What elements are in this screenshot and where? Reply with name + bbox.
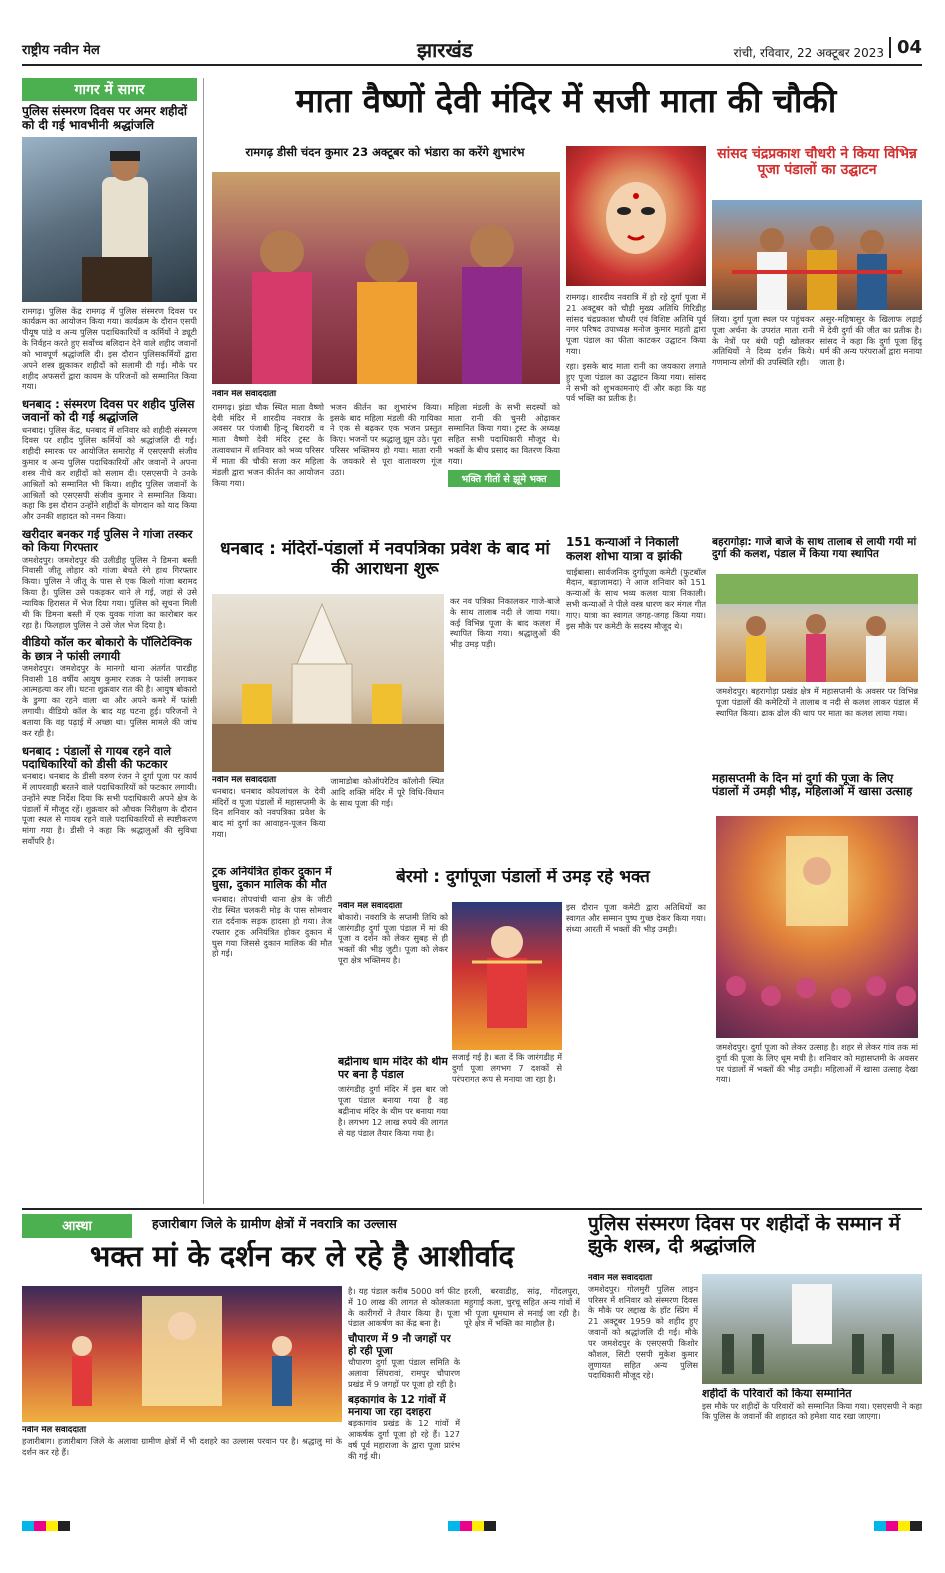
article-text: बोकारो। नवरात्रि के सप्तमी तिथि को जारंगडीह दुर्गा पूजा पंडाल में मां की पूजा व दर्शन को लेकर सुबह से ही भक्तों की भीड़ जुटी। पूजा को लेकर पूरा क्षेत्र भक्तिमय है। xyxy=(338,911,448,966)
article-text: बड़कागांव प्रखंड के 12 गांवों में आकर्षक दुर्गा पूजा हो रहे हैं। 127 वर्ष पूर्व महाराजा के द्वारा पूजा प्रारंभ की गई थी। xyxy=(348,1418,460,1461)
photo-caption: सजाई गई है। बता दें कि जारंगडीह में दुर्गा पूजा लगभग 7 दशकों से परंपरागत रूप से मनाया जा रहा है। xyxy=(452,1052,562,1084)
dhanbad-body-2 xyxy=(450,596,560,864)
pandal-crowd-icon xyxy=(716,816,918,1038)
lead-subhead: रामगढ़ डीसी चंदन कुमार 23 अक्टूबर को भंडारा का करेंगे शुभारंभ xyxy=(245,145,525,159)
article-text: जामाडोबा कोऑपरेटिव कॉलोनी स्थित आदि शक्ति मंदिर में पूरे विधि-विधान के साथ पूजा की गई। xyxy=(330,776,444,808)
article-text: चौपारण दुर्गा पूजा पंडाल समिति के अलावा सिंघरावां, रामपुर चौपारण प्रखंड में 9 जगहों पर पूजा हो रही है। xyxy=(348,1357,460,1390)
article-text: असुर-महिषासुर के खिलाफ लड़ाई में देवी दुर्गा की जीत का प्रतीक है। सांसद ने कहा कि दुर्गा पूजा हिंदू धर्म की अन्य परंपराओं द्वारा मनाया जाता है। xyxy=(819,314,922,368)
police-salute-photo xyxy=(702,1274,922,1384)
temple-photo xyxy=(212,594,444,772)
hazaribagh-photo xyxy=(22,1286,342,1422)
mp-headline-box xyxy=(712,146,922,196)
headline: महासप्तमी के दिन मां दुर्गा की पूजा के लिए पंडालों में उमड़ी भीड़, महिलाओं में खासा उत्साह xyxy=(712,772,913,799)
headline: ट्रक अनियंत्रित होकर दुकान में घुसा, दुकान मालिक की मौत xyxy=(212,866,332,891)
mp-headline: सांसद चंद्रप्रकाश चौधरी ने किया विभिन्न पूजा पंडालों का उद्घाटन xyxy=(717,146,917,179)
article-text: रामगढ़। पुलिस केंद्र रामगढ़ में पुलिस संस्मरण दिवस पर कार्यक्रम का आयोजन किया गया। कार्यक्रम के दौरान एसपी पीयूष पांडे व अन्य पुलिस पदाधिकारियों व कर्मियों ने ड्यूटी के निर्वहन करते हुए सर्वोच्च बलिदान देने वाले शहीद जवानों को भावपूर्ण श्रद्धांजलि दी। इस दौरान पुलिसकर्मियों द्वारा अपने शस्त्र झुकाकर शहीदों को सलामी दी गई। मौके पर शहीद अफसरों द्वारा कायम के परिजनों को सम्मानित किया गया। xyxy=(22,305,197,392)
lead-headline-box xyxy=(210,82,922,130)
dhanbad-headline: धनबाद : मंदिरों-पंडालों में नवपत्रिका प्रवेश के बाद मां की आराधना शुरू xyxy=(220,540,550,579)
article-text: जमशेदपुर। बहरागोड़ा प्रखंड क्षेत्र में महासप्तमी के अवसर पर विभिन्न पूजा पंडालों की कमेटियों ने तालाब व नदी से कलश लाकर पंडाल में स्थापित किया। ढाक ढोल की थाप पर माता का कलश लाया गया। xyxy=(716,686,918,718)
section-divider xyxy=(22,1208,922,1210)
masthead xyxy=(22,34,922,66)
article-text: इस मौके पर शहीदों के परिवारों को सम्मानित किया गया। एसएसपी ने कहा कि पुलिस के जवानों की शहादत को हमेशा याद रखा जाएगा। xyxy=(702,1400,922,1422)
baharagora-headline-box xyxy=(712,536,922,572)
section-band: आस्था xyxy=(22,1214,132,1238)
headline: शहीदों के परिवारों को किया सम्मानित xyxy=(702,1388,852,1400)
photo xyxy=(22,137,197,302)
tagline: हजारीबाग जिले के ग्रामीण क्षेत्रों में नवरात्रि का उल्लास xyxy=(152,1216,397,1231)
lead-headline: माता वैष्णों देवी मंदिर में सजी माता की चौकी xyxy=(295,82,837,120)
article-text: धनबाद। धनबाद कोयलांचल के देवी मंदिरों व पूजा पंडालों में महासप्तमी के दिन शनिवार को नवपत्रिका प्रवेश के बाद मां दुर्गा का आवाहन-पूजन किया गया। xyxy=(212,785,326,840)
article-text: जारंगडीह दुर्गा मंदिर में इस बार जो पूजा पंडाल बनाया गया है वह बद्रीनाथ मंदिर के थीम पर बनाया गया है। लगभग 12 लाख रुपये की लागत से यह पंडाल तैयार किया गया है। xyxy=(338,1084,448,1138)
color-blocks-left xyxy=(22,1516,70,1526)
headline: खरीदार बनकर गई पुलिस ने गांजा तस्कर को किया गिरफ्तार xyxy=(22,527,193,555)
article-text: लिया। दुर्गा पूजा स्थल पर पहुंचकर पूजा अर्चना के उपरांत माता रानी के नेत्रों पर बंधी पट्टी खोलकर अतिथियों ने दिव्य दर्शन किये। गणमान्य लोगों की उपस्थिति रही। xyxy=(712,314,815,368)
article-text: भजन कीर्तन का शुभारंभ किया। इसके बाद महिला मंडली की गायिका ने एक से बढ़कर एक भजन प्रस्तुत किए। भजनों पर श्रद्धालु झूम उठे। पूरा परिसर भक्तिमय हो गया। माता रानी के जयकारे से पूरा वातावरण गूंज उठा। xyxy=(330,401,442,477)
article-text: धनबाद। पुलिस केंद्र, धनबाद में शनिवार को शहीदी संस्मरण दिवस पर शहीद पुलिस कर्मियों को श्रद्धांजलि दी गई। शहीदी स्मारक पर आयोजित समारोह में एसएसपी संजीव कुमार व अन्य पुलिस पदाधिकारियों और जवानों ने अपना शस्त्र नीचे कर शहीदों को सलाम दी। एसएसपी ने उनके आश्रितों को सम्मानित भी किया। शहीद पुलिस जवानों के आश्रितों को एसएसपी संजीव कुमार ने सम्मानित किया। कहा कि इस दौरान उन्होंने शहीदों के योगदान को याद किया और उनकी शहादत को नमन किया। xyxy=(22,424,197,522)
article-text: हरली, बरवाडीह, सांढ़, गोंदलपुरा, महुगाई कला, चुरचू सहित अन्य गांवों में भी पूजा धूमधाम से मनाई जा रही है। पूरे क्षेत्र में भक्ति का माहौल है। xyxy=(464,1286,580,1329)
dhanbad-body-1 xyxy=(212,776,444,864)
article-text: चाईबासा। सार्वजनिक दुर्गापूजा कमेटी (फुटबॉल मैदान, बड़ाजामदा) ने आज शनिवार को 151 कन्याओं के साथ भव्य कलश यात्रा निकाली। सभी कन्याओं ने पीले वस्त्र धारण कर मंगल गीत गाए। यात्रा का स्वागत जगह-जगह किया गया। इस मौके पर कमेटी के सदस्य मौजूद थे। xyxy=(566,566,706,631)
section-title: झारखंड xyxy=(417,38,473,62)
lead-photo xyxy=(212,172,560,384)
police-body xyxy=(588,1274,698,1506)
headline: बहरागोड़ा: गाजे बाजे के साथ तालाब से लायी गयी मां दुर्गा की कलश, पंडाल में किया गया स्थापित xyxy=(712,536,917,561)
article-text: है। यह पंडाल करीब 5000 वर्ग फीट में 10 लाख की लागत से कोलकाता के कारीगरों ने तैयार किया है। पूजा पंडाल आकर्षण का केंद्र बना है। xyxy=(348,1286,460,1329)
kalash-article xyxy=(566,536,706,864)
section-band: गागर में सागर xyxy=(22,78,197,101)
article-text: कर नव पत्रिका निकालकर गाजे-बाजे के साथ तालाब नदी ले जाया गया। कई विभिन्न पूजा के बाद कलश में स्थापित किया गया। श्रद्धालुओं की भीड़ उमड़ पड़ी। xyxy=(450,596,560,650)
color-blocks-right xyxy=(874,1516,922,1526)
article-text: जमशेदपुर। दुर्गा पूजा को लेकर उत्साह है। शहर से लेकर गांव तक मां दुर्गा की पूजा के लिए धूम मची है। शनिवार को महासप्तमी के अवसर पर पंडालों में भक्तों की भीड़ उमड़ी। महिलाओं में खासा उत्साह देखा गया। xyxy=(716,1042,918,1085)
pull-quote: भक्ति गीतों से झूमे भक्त xyxy=(448,470,560,487)
temple-procession-photo xyxy=(212,594,444,772)
headline: बद्रीनाथ धाम मंदिर की थीम पर बना है पंडाल xyxy=(338,1056,448,1081)
lead-subhead-box xyxy=(210,138,560,170)
article-text: रामगढ़। झंडा चौक स्थित माता वैष्णो देवी मंदिर में शारदीय नवरात्र के अवसर पर पंजाबी हिन्दू बिरादरी व माता वैष्णो देवी मंदिर ट्रस्ट के तत्वावधान में शनिवार को भव्य परिसर में माता की चौकी सजा कर महिला मंडली द्वारा भजन कीर्तन का आयोजन किया गया। xyxy=(212,401,324,488)
kalash-procession-photo xyxy=(716,574,918,682)
page-number: 04 xyxy=(889,37,922,58)
issue-date: रांची, रविवार, 22 अक्टूबर 2023 xyxy=(733,46,884,60)
hazaribagh-headline: भक्त मां के दर्शन कर ले रहे है आशीर्वाद xyxy=(90,1240,514,1273)
byline: नवीन मेल संवाददाता xyxy=(588,1274,653,1283)
column-rule xyxy=(203,78,204,1204)
hazaribagh-tag-row xyxy=(22,1214,582,1238)
truck-article xyxy=(212,866,332,1204)
left-column xyxy=(22,78,197,1204)
hazaribagh-body-1 xyxy=(22,1426,342,1506)
durga-pandal-photo xyxy=(22,1286,342,1422)
article-text: महिला मंडली के सभी सदस्यों को माता रानी की चुनरी ओढ़ाकर सम्मानित किया गया। ट्रस्ट के अध्यक्ष सहित सभी पदाधिकारी मौजूद थे। भक्तों के बीच प्रसाद का वितरण किया गया। xyxy=(448,401,560,466)
article-text: हजारीबाग। हजारीबाग जिले के अलावा ग्रामीण क्षेत्रों में भी दशहरे का उल्लास परवान पर है। श्रद्धालु मां के दर्शन कर रहे हैं। xyxy=(22,1435,342,1457)
dhanbad-headline-box xyxy=(210,540,560,592)
color-strip xyxy=(22,1516,922,1526)
bermo-headline-box xyxy=(338,868,708,898)
bermo-body-3 xyxy=(566,902,706,1204)
article-text: जमशेदपुर। जमशेदपुर के मानगो थाना अंतर्गत पारडीह निवासी 18 वर्षीय आयुष कुमार रजक ने फांसी लगाकर आत्महत्या कर ली। घटना शुक्रवार रात की है। आयुष बोकारो के डुग्गा का रहने वाला था और अपने कमरे में फांसी लगायी। वीडियो कॉल के बाद यह घटना हुई। परिजनों ने बताया कि वह पढ़ाई में अच्छा था। पुलिस मामले की जांच कर रही है। xyxy=(22,662,197,738)
headline: पुलिस संस्मरण दिवस पर अमर शहीदों को दी गई भावभीनी श्रद्धांजलि xyxy=(22,104,187,132)
mp-photo xyxy=(712,200,922,310)
kalash-photo xyxy=(716,574,918,682)
headline: धनबाद : पंडालों से गायब रहने वाले पदाधिकारियों को डीसी की फटकार xyxy=(22,743,171,771)
police-officer-photo xyxy=(22,137,197,302)
headline: धनबाद : संस्मरण दिवस पर शहीद पुलिस जवानों को दी गई श्रद्धांजलि xyxy=(22,397,195,425)
byline: नवीन मेल संवाददाता xyxy=(338,902,403,911)
ribbon-cutting-photo xyxy=(712,200,922,310)
mp-article xyxy=(712,314,922,530)
lead-body xyxy=(212,390,560,530)
headline: चौपारण में 9 नौ जगहों पर हो रही पूजा xyxy=(348,1333,451,1358)
article-text: रहा। इसके बाद माता रानी का जयकारा लगाते हुए पूजा पंडाल का उद्घाटन किया गया। सांसद ने सभी को शुभकामनाएं दीं और कहा कि यह पर्व भक्ति का प्रतीक है। xyxy=(566,360,706,404)
police-headline: पुलिस संस्मरण दिवस पर शहीदों के सम्मान में झुके शस्त्र, दी श्रद्धांजलि xyxy=(588,1214,901,1257)
hazaribagh-body-2 xyxy=(348,1286,460,1506)
headline: बड़कागांव के 12 गांवों में मनाया जा रहा दशहरा xyxy=(348,1393,446,1418)
byline: नवीन मेल संवाददाता xyxy=(212,390,277,399)
hazaribagh-headline-box xyxy=(22,1240,582,1284)
hazaribagh-body-3 xyxy=(464,1286,580,1506)
mahasaptami-headline-box xyxy=(712,772,922,814)
byline: नवीन मेल संवाददाता xyxy=(212,776,277,785)
article-text: इस दौरान पूजा कमेटी द्वारा अतिथियों का स्वागत और सम्मान पुष्प गुच्छ देकर किया गया। संध्या आरती में भक्तों की भीड़ उमड़ी। xyxy=(566,902,706,934)
durga-face-icon xyxy=(566,146,706,286)
badrinath-article xyxy=(338,1056,448,1204)
article-text: धनबाद। तोपचांची थाना क्षेत्र के जीटी रोड स्थित चलकरी मोड़ के पास सोमवार रात दर्दनाक सड़क हादसा हो गया। तेज रफ्तार ट्रक अनियंत्रित होकर दुकान में घुस गया जिससे दुकान मालिक की मौत हो गई। xyxy=(212,894,332,959)
article-text: धनबाद। धनबाद के डीसी वरुण रंजन ने दुर्गा पूजा पर कार्य में लापरवाही बरतने वाले पदाधिकारियों को फटकार लगायी। उन्होंने स्पष्ट निर्देश दिया कि सभी पदाधिकारी अपने क्षेत्र के पंडालों में मौजूद रहें। शुक्रवार को औचक निरीक्षण के दौरान पूजा स्थल से गायब रहने वाले पदाधिकारियों से स्पष्टीकरण मांगा गया है। डीसी ने कहा कि श्रद्धालुओं की सुविधा सर्वोपरि है। xyxy=(22,771,197,846)
newspaper-logo: राष्ट्रीय नवीन मेल xyxy=(22,43,100,58)
durga-idol-photo xyxy=(566,146,706,286)
photo-caption: रामगढ़। शारदीय नवरात्रि में हो रहे दुर्गा पूजा में 21 अक्टूबर को चौड़ी मुख्य अतिथि गिरिडीह सांसद चंद्रप्रकाश चौधरी एवं विशिष्ट अतिथि पूर्व नगर परिषद उपाध्यक्ष मनोज कुमार महतो द्वारा पूजा पंडाल का फीता काटकर उद्घाटन किया गया। xyxy=(566,292,706,357)
headline: 151 कन्याओं ने निकाली कलश शोभा यात्रा व झांकी xyxy=(566,536,683,563)
baharagora-body xyxy=(716,686,918,766)
durga-idol-photo-2 xyxy=(452,902,562,1050)
bermo-headline: बेरमो : दुर्गापूजा पंडालों में उमड़ रहे भक्त xyxy=(396,868,650,887)
durga-idol-icon xyxy=(452,902,562,1050)
bermo-body-1 xyxy=(338,902,448,1052)
women-devotees-photo xyxy=(212,172,560,384)
pandal-crowd-photo xyxy=(716,816,918,1038)
police-headline-box xyxy=(588,1214,922,1270)
byline: नवीन मेल संवाददाता xyxy=(22,1426,87,1435)
mahasaptami-body xyxy=(716,1042,918,1202)
headline: वीडियो कॉल कर बोकारो के पॉलिटेक्निक के छात्र ने फांसी लगायी xyxy=(22,635,192,663)
article-text: जमशेदपुर। गोलमुरी पुलिस लाइन परिसर में शनिवार को संस्मरण दिवस के मौके पर लद्दाख के हॉट स्प्रिंग में 21 अक्टूबर 1959 को शहीद हुए जवानों को श्रद्धांजलि दी गई। मौके पर जमशेदपुर के एसएसपी किशोर कौशल, सिटी एसपी मुकेश कुमार लुणायत सहित अन्य पुलिस पदाधिकारी मौजूद रहे। xyxy=(588,1283,698,1381)
article-text: जमशेदपुर। जमशेदपुर की उलीडीह पुलिस ने डिमना बस्ती निवासी जीतू लोहार को गांजा बेचते रंगे हाथ गिरफ्तार किया। पुलिस ने जीतू के पास से एक किलो गांजा बरामद किया है। पुलिस उसे पकड़कर थाने ले गई, जहां से उसे न्यायिक हिरासत में भेज दिया गया। पुलिस को सूचना मिली थी कि डिमना बस्ती में एक युवक गांजा का कारोबार कर रहा है। फिलहाल पुलिस ने उसे जेल भेज दिया है। xyxy=(22,554,197,630)
bermo-caption-box xyxy=(452,1052,562,1204)
police-family-box xyxy=(702,1388,922,1506)
durga-article xyxy=(566,292,706,530)
police-parade-icon xyxy=(702,1274,922,1384)
color-blocks-center xyxy=(448,1516,496,1526)
